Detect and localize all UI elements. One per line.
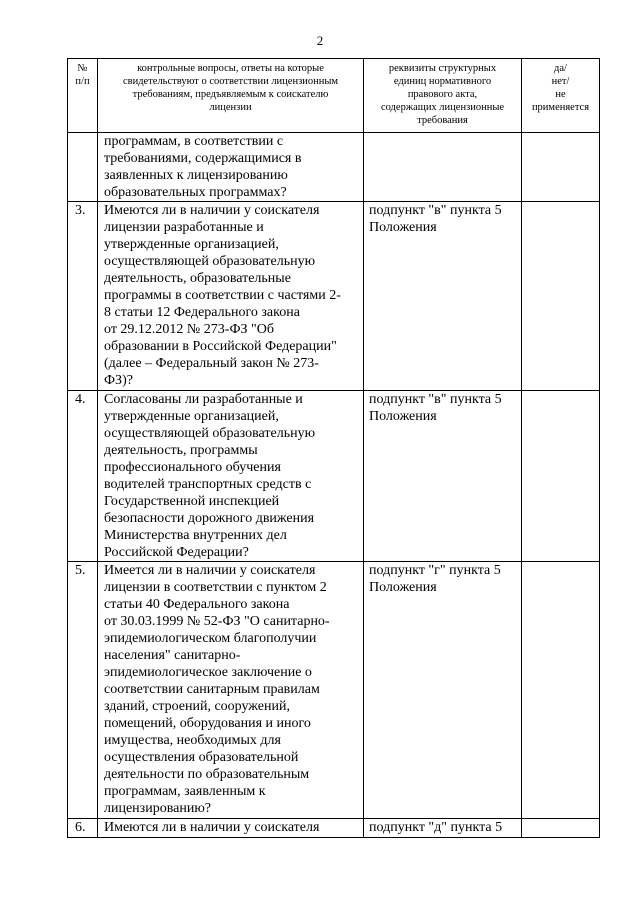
question-line: деятельности по образовательным bbox=[104, 767, 310, 782]
question-line: осуществления образовательной bbox=[104, 750, 299, 765]
question-line: образовании в Российской Федерации" bbox=[104, 339, 337, 354]
header-requisites-line: реквизиты структурных bbox=[388, 63, 497, 74]
header-answer-line: применяется bbox=[531, 102, 590, 113]
requisites bbox=[364, 202, 522, 391]
row-number: 4. bbox=[68, 391, 98, 562]
question-line: соответствии санитарным правилам bbox=[104, 682, 320, 697]
requisites bbox=[364, 562, 522, 819]
question-line: лицензии разработанные и bbox=[104, 220, 264, 235]
table-row bbox=[68, 562, 600, 819]
header-question bbox=[98, 59, 364, 133]
requisites-line: подпункт "г" пункта 5 bbox=[369, 563, 501, 578]
question-line: деятельность, образовательные bbox=[104, 271, 291, 286]
table-header-row bbox=[68, 59, 600, 133]
question-line: осуществляющей образовательную bbox=[104, 426, 316, 441]
control-question bbox=[98, 133, 364, 202]
question-line: водителей транспортных средств с bbox=[104, 477, 312, 492]
question-line: программы в соответствии с частями 2- bbox=[104, 288, 341, 303]
header-question-line: свидетельствуют о соответствии лицензионным bbox=[122, 76, 339, 87]
question-line: Российской Федерации? bbox=[104, 545, 249, 560]
question-line: зданий, строений, сооружений, bbox=[104, 699, 290, 714]
header-question-line: контрольные вопросы, ответы на которые bbox=[137, 63, 324, 74]
header-answer bbox=[522, 59, 600, 133]
question-line: 8 статьи 12 Федерального закона bbox=[104, 305, 300, 320]
question-line: утвержденные организацией, bbox=[104, 409, 279, 424]
question-line: населения" санитарно- bbox=[104, 648, 241, 663]
requisites bbox=[364, 391, 522, 562]
question-line: имущества, необходимых для bbox=[104, 733, 281, 748]
header-answer-line: не bbox=[555, 89, 566, 100]
table-row bbox=[68, 391, 600, 562]
table-row bbox=[68, 819, 600, 838]
answer-cell bbox=[522, 391, 600, 562]
question-line: лицензированию? bbox=[104, 801, 211, 816]
header-requisites-line: содержащих лицензионные bbox=[380, 102, 505, 113]
row-number: 6. bbox=[68, 819, 98, 838]
control-question bbox=[98, 562, 364, 819]
header-requisites-line: правового акта, bbox=[407, 89, 478, 100]
question-line: статьи 40 Федерального закона bbox=[104, 597, 290, 612]
answer-cell bbox=[522, 133, 600, 202]
control-question bbox=[98, 391, 364, 562]
row-number: 5. bbox=[68, 562, 98, 819]
question-line: Имеются ли в наличии у соискателя bbox=[104, 820, 320, 835]
header-requisites-line: единиц нормативного bbox=[393, 76, 492, 87]
question-line: помещений, оборудования и иного bbox=[104, 716, 311, 731]
header-answer-line: да/ bbox=[554, 63, 567, 74]
row-number bbox=[68, 133, 98, 202]
table-row bbox=[68, 133, 600, 202]
control-question bbox=[98, 202, 364, 391]
question-line: осуществляющей образовательную bbox=[104, 254, 316, 269]
license-requirements-table bbox=[67, 58, 600, 838]
requisites-line: подпункт "в" пункта 5 bbox=[369, 203, 502, 218]
header-answer-line: нет/ bbox=[551, 76, 570, 87]
control-question bbox=[98, 819, 364, 838]
question-line: ФЗ)? bbox=[104, 373, 133, 388]
question-line: безопасности дорожного движения bbox=[104, 511, 315, 526]
requisites-line: подпункт "д" пункта 5 bbox=[369, 820, 503, 835]
header-question-line: требованиям, предъявляемым к соискателю bbox=[132, 89, 329, 100]
page-number: 2 bbox=[316, 33, 324, 48]
question-line: лицензии в соответствии с пунктом 2 bbox=[104, 580, 327, 595]
header-requisites-line: требования bbox=[417, 115, 468, 126]
header-requisites bbox=[364, 59, 522, 133]
answer-cell bbox=[522, 819, 600, 838]
answer-cell bbox=[522, 202, 600, 391]
table-row bbox=[68, 202, 600, 391]
question-line: эпидемиологическое заключение о bbox=[104, 665, 312, 680]
question-line: эпидемиологическом благополучии bbox=[104, 631, 317, 646]
requisites-line: подпункт "в" пункта 5 bbox=[369, 392, 502, 407]
question-line: от 30.03.1999 № 52-ФЗ "О санитарно- bbox=[104, 614, 330, 629]
requisites-line: Положения bbox=[369, 580, 437, 595]
question-line: Имеются ли в наличии у соискателя bbox=[104, 203, 320, 218]
header-question-line: лицензии bbox=[209, 102, 252, 113]
row-number: 3. bbox=[68, 202, 98, 391]
requisites bbox=[364, 819, 522, 838]
question-line: требованиями, содержащимися в bbox=[104, 151, 302, 166]
header-num-line: п/п bbox=[75, 76, 90, 87]
question-line: (далее – Федеральный закон № 273- bbox=[104, 356, 319, 371]
question-line: заявленных к лицензированию bbox=[104, 168, 288, 183]
question-line: Государственной инспекцией bbox=[104, 494, 280, 509]
question-line: Согласованы ли разработанные и bbox=[104, 392, 303, 407]
answer-cell bbox=[522, 562, 600, 819]
requisites-line: Положения bbox=[369, 220, 437, 235]
question-line: программам, в соответствии с bbox=[104, 134, 284, 149]
header-num bbox=[68, 59, 98, 133]
question-line: Министерства внутренних дел bbox=[104, 528, 287, 543]
question-line: профессионального обучения bbox=[104, 460, 281, 475]
question-line: деятельность, программы bbox=[104, 443, 258, 458]
header-num-line: № bbox=[77, 63, 88, 74]
question-line: от 29.12.2012 № 273-ФЗ "Об bbox=[104, 322, 274, 337]
requisites bbox=[364, 133, 522, 202]
requisites-line: Положения bbox=[369, 409, 437, 424]
question-line: программам, заявленным к bbox=[104, 784, 266, 799]
question-line: образовательных программах? bbox=[104, 185, 287, 200]
question-line: Имеется ли в наличии у соискателя bbox=[104, 563, 316, 578]
question-line: утвержденные организацией, bbox=[104, 237, 279, 252]
